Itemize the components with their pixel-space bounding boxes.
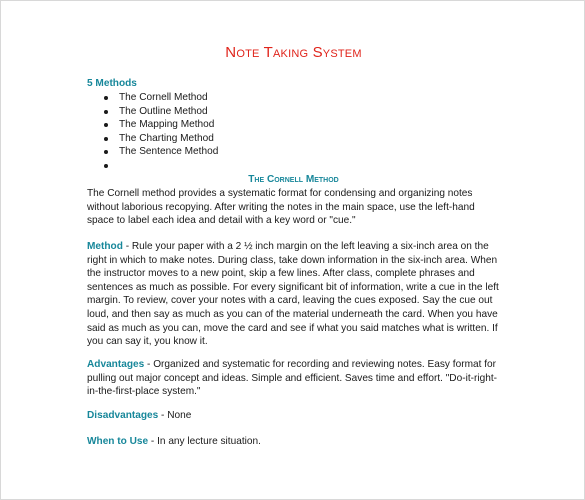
method-label: Method xyxy=(87,241,123,252)
methods-list xyxy=(101,91,218,173)
when-to-use-text: - In any lecture situation. xyxy=(148,436,261,447)
disadvantages-label: Disadvantages xyxy=(87,410,159,421)
list-item xyxy=(101,159,218,173)
list-item: The Mapping Method xyxy=(101,118,218,132)
when-to-use-label: When to Use xyxy=(87,436,149,447)
advantages-text: - Organized and systematic for recording and reviewing notes. Easy format for pulling out major concept and ideas. Simple and efficient. Saves time and effort. "Do-it-right-in-the-first-place system." xyxy=(87,359,497,398)
cornell-intro: The Cornell method provides a systematic format for condensing and organizing notes without laborious recopying. After writing the notes in the main space, use the left-hand space to label each idea and detail with a key word or "cue." xyxy=(87,188,475,227)
advantages-paragraph xyxy=(87,358,502,399)
disadvantages-paragraph xyxy=(87,409,502,423)
list-item: The Sentence Method xyxy=(101,145,218,159)
cornell-heading: The Cornell Method xyxy=(248,174,339,185)
when-to-use-paragraph xyxy=(87,435,502,449)
method-paragraph xyxy=(87,240,502,349)
disadvantages-text: - None xyxy=(158,410,192,421)
page-title: Note Taking System xyxy=(225,44,362,61)
advantages-label: Advantages xyxy=(87,359,145,370)
method-text: - Rule your paper with a 2 ½ inch margin on the left leaving a six-inch area on the right in which to make notes. During class, take down information in the six-inch area. When the instructor moves to a new point, skip a few lines. After class, complete phrases and sentences as much as possible. For every significant bit of information, write a cue in the left margin. To review, cover your notes with a card, leaving the cues exposed. Say the cue out loud, and then say as much as you can of the material underneath the card. When you have said as much as you can, move the card and see if what you said matches what is written. If you can say it, you know it. xyxy=(87,241,499,348)
list-item: The Outline Method xyxy=(101,105,218,119)
methods-heading: 5 Methods xyxy=(87,78,137,89)
list-item: The Charting Method xyxy=(101,132,218,146)
list-item: The Cornell Method xyxy=(101,91,218,105)
